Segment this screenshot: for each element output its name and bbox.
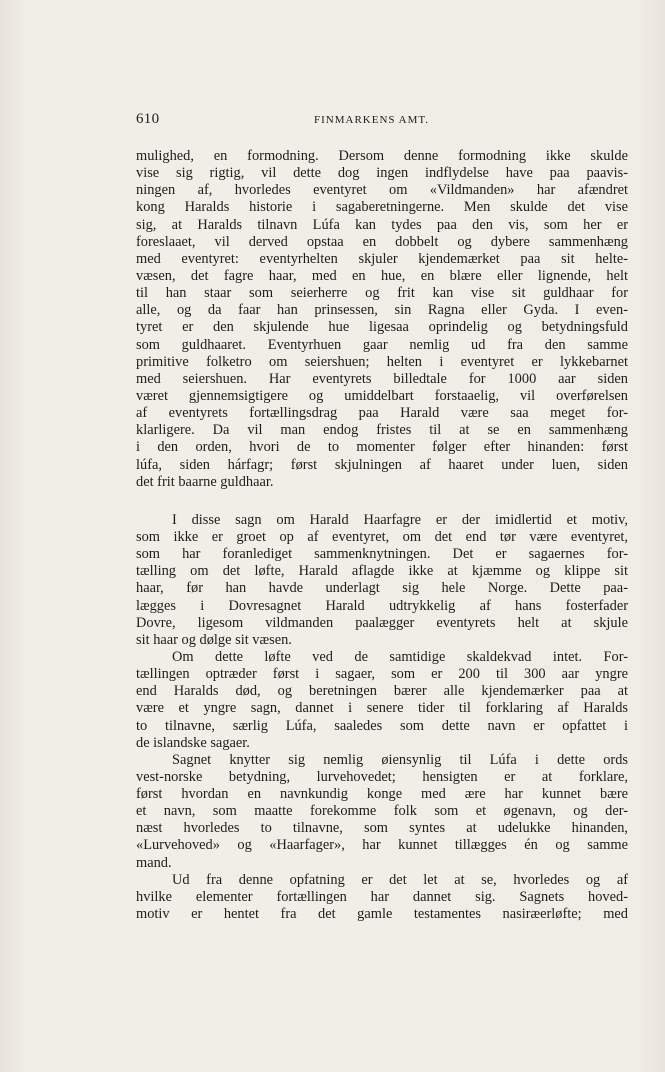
text-line: væsen, det fagre haar, med en hue, en blære eller lignende, helt [136,267,628,284]
text-line: med eventyret: eventyrhelten skjuler kjendemærket paa sit helte- [136,250,628,267]
text-line: med seiershuen. Har eventyrets billedtale for 1000 aar siden [136,370,628,387]
body-text [136,148,628,923]
text-line: lúfa, siden hárfagr; først skjulningen af haaret under luen, siden [136,456,628,473]
text-line: de islandske sagaer. [136,734,250,751]
text-line: tællingen optræder først i sagaer, som er 200 til 300 aar yngre [136,666,628,683]
text-line: haar, før han havde underlagt sig hele Norge. Dette paa- [136,580,628,597]
running-title: FINMARKENS AMT. [314,114,430,126]
text-line: end Haralds død, og beretningen bærer alle kjendemærker paa at [136,683,628,700]
text-line: motiv er hentet fra det gamle testamentes nasiræerløfte; med [136,906,628,923]
text-line: mulighed, en formodning. Dersom denne formodning ikke skulde [136,148,628,164]
text-line: mand. [136,854,172,871]
paragraph-break [136,491,628,512]
text-line: som har foranlediget sammenknytningen. Det er sagaernes for- [136,546,628,563]
text-line: to tilnavne, særlig Lúfa, saaledes som dette navn er opfattet i [136,717,628,734]
text-line: «Lurvehoved» og «Haarfager», har kunnet tillægges én og samme [136,837,628,854]
text-line: tælling om det løfte, Harald aflagde ikke at kjæmme og klippe sit [136,563,628,580]
paragraph [136,512,628,649]
text-line: først hvordan en navnkundig konge med ære har kunnet bære [136,786,628,803]
text-line: ningen af, hvorledes eventyret om «Vildmanden» har afændret [136,182,628,199]
text-line: af eventyrets fortællingsdrag paa Harald være saa meget for- [136,405,628,422]
text-line: foreslaaet, vil derved opstaa en dobbelt og dybere sammenhæng [136,233,628,250]
text-line: tyret er den skjulende hue ligesaa oprindelig og betydningsfuld [136,319,628,336]
text-line: lægges i Dovresagnet Harald udtrykkelig af hans fosterfader [136,597,628,614]
text-line: til han staar som seierherre og frit kan vise sit guldhaar for [136,285,628,302]
text-line: været gjennemsigtigere og umiddelbart forstaaelig, vil overførelsen [136,387,628,404]
text-line: sig, at Haralds tilnavn Lúfa kan tydes paa den vis, som her er [136,216,628,233]
running-head [136,111,628,131]
text-line: alle, og da faar han prinsessen, sin Ragna eller Gyda. I even- [136,302,628,319]
paragraph [136,148,628,491]
text-line: hvilke elementer fortællingen har dannet sig. Sagnets hoved- [136,888,628,905]
text-line: vest-norske betydning, lurvehovedet; hensigten er at forklare, [136,768,628,785]
text-line: i den orden, hvori de to momenter følger efter hinanden: først [136,439,628,456]
page-number: 610 [136,111,160,127]
text-line: primitive folketro om seiershuen; helten i eventyret er lykkebarnet [136,353,628,370]
text-line: klarligere. Da vil man endog fristes til at se en sammenhæng [136,422,628,439]
text-line: vise sig rigtig, vil dette dog ingen indflydelse have paa paavis- [136,165,628,182]
text-line: som ikke er groet op af eventyret, om det end tør være eventyret, [136,528,628,545]
text-line: Dovre, ligesom vildmanden paalægger eventyrets helt at skjule [136,614,628,631]
paragraph [136,752,628,872]
text-line: et navn, som maatte forekomme folk som et øgenavn, og der- [136,803,628,820]
text-line: sit haar og dølge sit væsen. [136,631,292,648]
text-line: Sagnet knytter sig nemlig øiensynlig til Lúfa i dette ords [172,751,628,768]
text-line: som guldhaaret. Eventyrhuen gaar nemlig ud fra den samme [136,336,628,353]
text-line: kong Haralds historie i sagaberetningerne. Men skulde det vise [136,199,628,216]
paragraph [136,649,628,752]
text-line: Om dette løfte ved de samtidige skaldekvad intet. For- [172,648,628,665]
text-line: være et yngre sagn, dannet i senere tider til forklaring af Haralds [136,700,628,717]
text-line: Ud fra denne opfatning er det let at se, hvorledes og af [172,871,628,888]
text-line: næst hvorledes to tilnavne, som syntes at udelukke hinanden, [136,820,628,837]
paragraph [136,872,628,923]
text-line: det frit baarne guldhaar. [136,473,274,490]
text-line: I disse sagn om Harald Haarfagre er der imidlertid et motiv, [172,511,628,528]
